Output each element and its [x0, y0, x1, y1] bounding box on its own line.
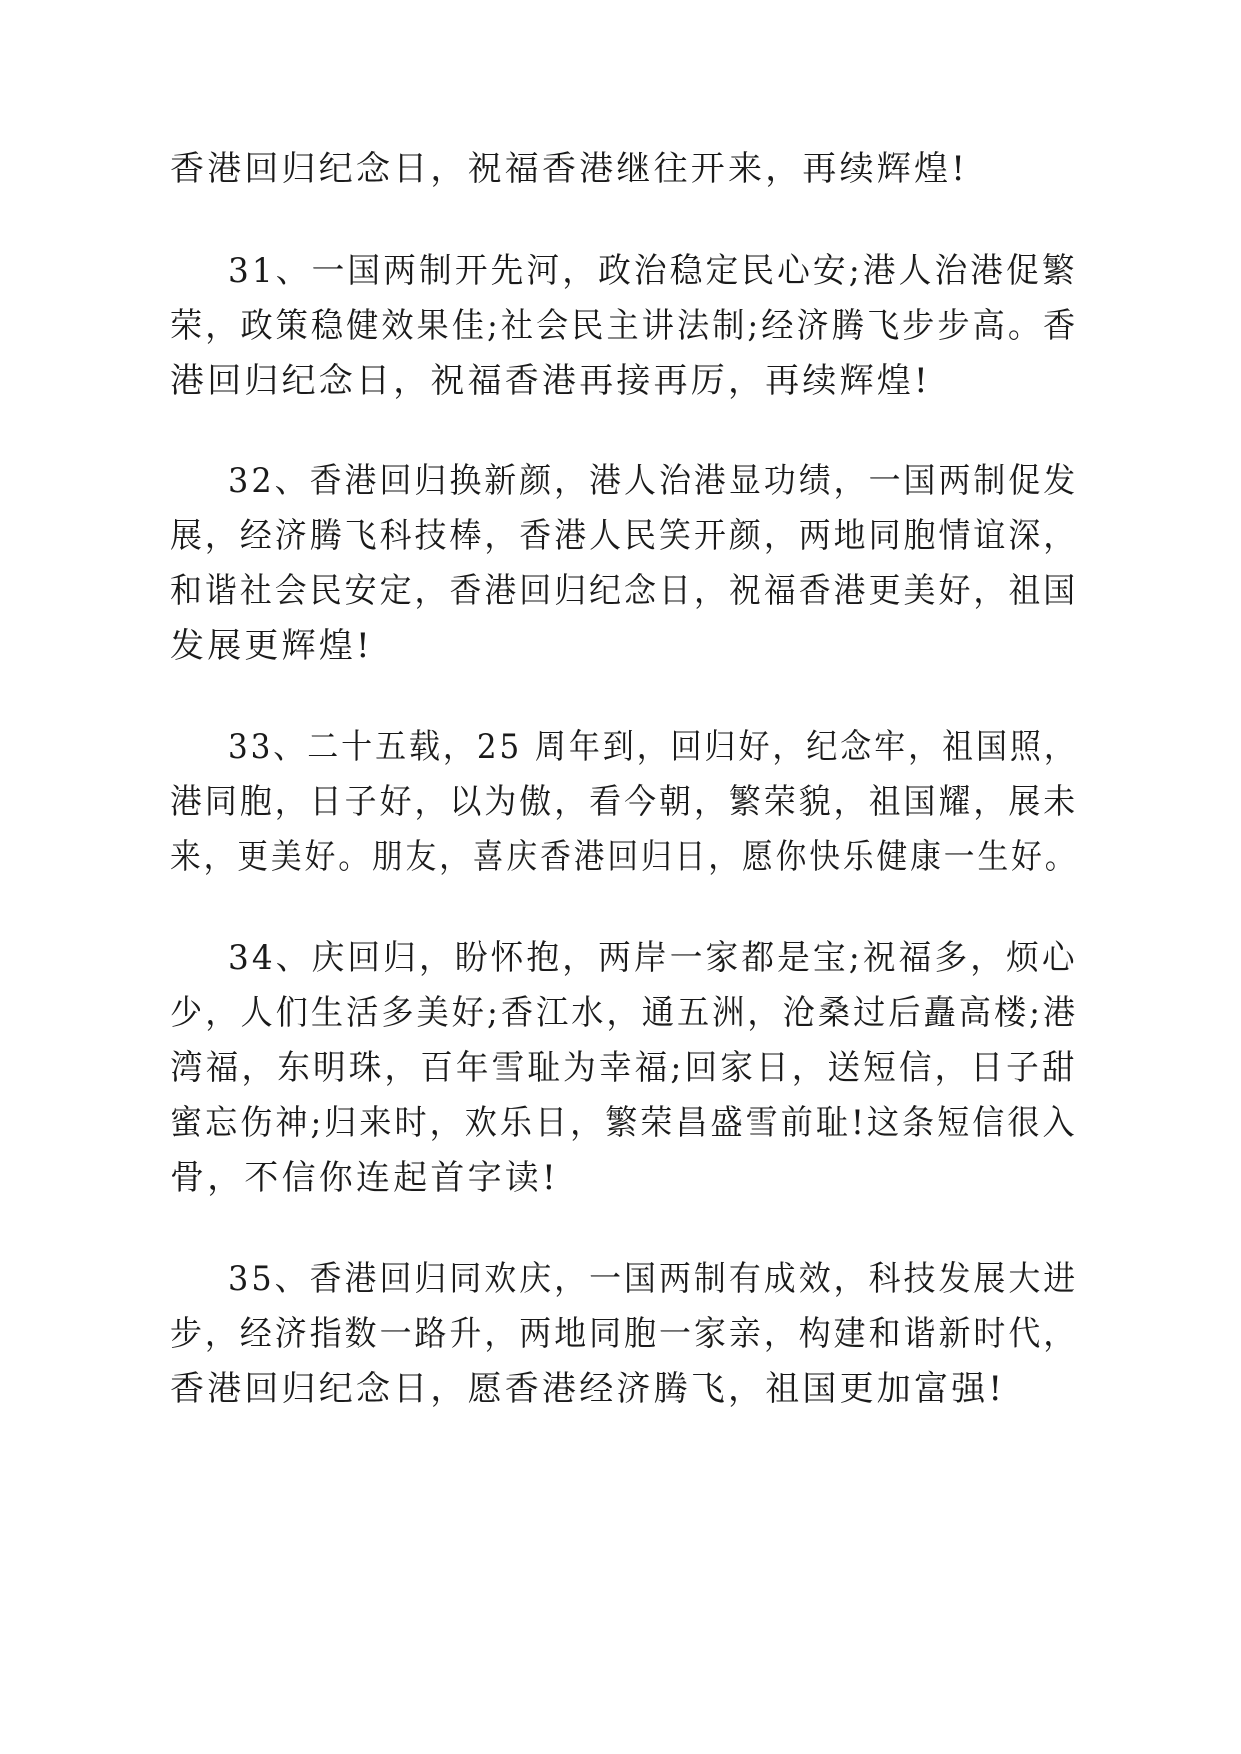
paragraph-line: 31、一国两制开先河，政治稳定民心安;港人治港促繁 — [228, 251, 1078, 291]
paragraph-line: 34、庆回归，盼怀抱，两岸一家都是宝;祝福多，烦心 — [228, 938, 1078, 978]
paragraph-line: 35、香港回归同欢庆，一国两制有成效，科技发展大进 — [228, 1259, 1079, 1299]
paragraph-line: 荣，政策稳健效果佳;社会民主讲法制;经济腾飞步步高。香 — [170, 306, 1079, 346]
paragraph-line: 港回归纪念日，祝福香港再接再厉，再续辉煌! — [170, 361, 931, 401]
paragraph-line: 和谐社会民安定，香港回归纪念日，祝福香港更美好，祖国 — [170, 571, 1079, 611]
paragraph-line: 展，经济腾飞科技棒，香港人民笑开颜，两地同胞情谊深， — [170, 516, 1079, 556]
paragraph-line: 香港回归纪念日，愿香港经济腾飞，祖国更加富强! — [170, 1369, 1006, 1409]
paragraph-line: 港同胞，日子好，以为傲，看今朝，繁荣貌，祖国耀，展未 — [170, 782, 1079, 822]
paragraph-line: 来，更美好。朋友，喜庆香港回归日，愿你快乐健康一生好。 — [170, 837, 1079, 877]
paragraph-line: 湾福，东明珠，百年雪耻为幸福;回家日，送短信，日子甜 — [170, 1048, 1078, 1088]
paragraph-line: 发展更辉煌! — [170, 626, 373, 666]
paragraph-line: 蜜忘伤神;归来时，欢乐日，繁荣昌盛雪前耻!这条短信很入 — [170, 1103, 1078, 1143]
paragraph-line: 33、二十五载，25 周年到，回归好，纪念牢，祖国照， — [228, 727, 1078, 767]
paragraph-line: 香港回归纪念日，祝福香港继往开来，再续辉煌! — [170, 149, 969, 189]
paragraph-line: 少，人们生活多美好;香江水，通五洲，沧桑过后矗高楼;港 — [170, 993, 1079, 1033]
paragraph-line: 步，经济指数一路升，两地同胞一家亲，构建和谐新时代， — [170, 1314, 1079, 1354]
paragraph-line: 32、香港回归换新颜，港人治港显功绩，一国两制促发 — [228, 461, 1079, 501]
paragraph-line: 骨，不信你连起首字读! — [170, 1158, 559, 1198]
